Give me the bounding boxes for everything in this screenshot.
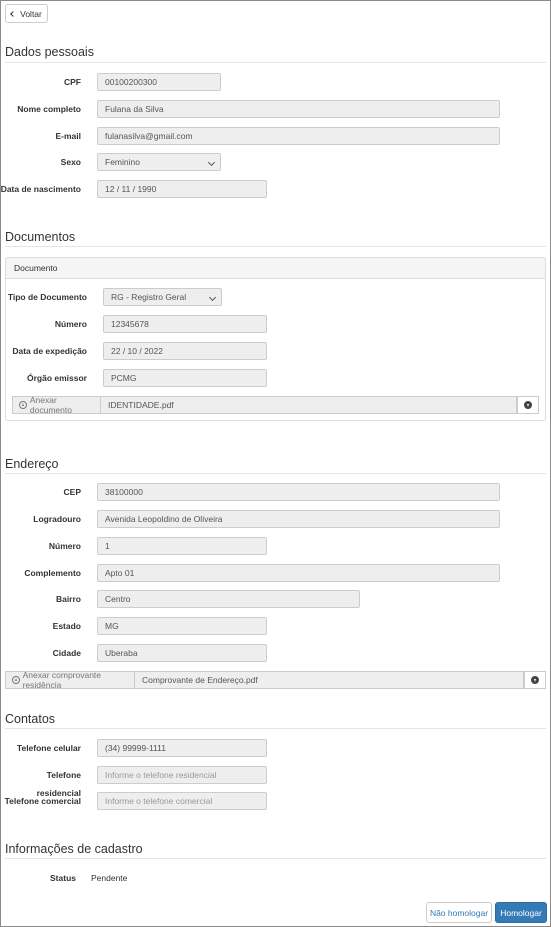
section-title-dados-pessoais: Dados pessoais bbox=[5, 45, 94, 59]
nao-homologar-button[interactable]: Não homologar bbox=[426, 902, 492, 923]
status-label: Status bbox=[50, 873, 76, 883]
divider bbox=[5, 858, 546, 859]
chevron-left-icon bbox=[10, 11, 16, 17]
cidade-label: Cidade bbox=[52, 648, 81, 658]
logradouro-field[interactable]: Avenida Leopoldino de Oliveira bbox=[97, 510, 500, 528]
numero-documento-label: Número bbox=[54, 319, 87, 329]
anexar-documento-label: Anexar documento bbox=[29, 395, 72, 415]
estado-label: Estado bbox=[52, 621, 81, 631]
divider bbox=[5, 62, 546, 63]
comercial-field[interactable]: Informe o telefone comercial bbox=[97, 792, 267, 810]
back-button-label: Voltar bbox=[20, 8, 42, 19]
bairro-label: Bairro bbox=[55, 594, 81, 604]
download-comprovante-button[interactable] bbox=[524, 671, 546, 689]
bairro-field[interactable]: Centro bbox=[97, 590, 360, 608]
anexar-comprovante-button[interactable] bbox=[5, 671, 135, 689]
tipo-documento-label: Tipo de Documento bbox=[7, 292, 87, 302]
tipo-documento-value: RG - Registro Geral bbox=[111, 292, 187, 302]
numero-endereco-label: Número bbox=[48, 541, 81, 551]
logradouro-label: Logradouro bbox=[33, 514, 81, 524]
upload-icon bbox=[19, 401, 27, 409]
email-label: E-mail bbox=[55, 131, 81, 141]
residencial-field[interactable]: Informe o telefone residencial bbox=[97, 766, 267, 784]
residencial-label: Telefone residencial bbox=[36, 770, 81, 798]
divider bbox=[5, 246, 546, 247]
complemento-field[interactable]: Apto 01 bbox=[97, 564, 500, 582]
documento-panel-title: Documento bbox=[5, 257, 546, 279]
sexo-select[interactable] bbox=[97, 153, 221, 171]
comprovante-file-name: Comprovante de Endereço.pdf bbox=[135, 671, 524, 689]
expedicao-field[interactable]: 22 / 10 / 2022 bbox=[103, 342, 267, 360]
documento-file-name: IDENTIDADE.pdf bbox=[101, 396, 517, 414]
anexar-comprovante-label: Anexar comprovante residência bbox=[22, 670, 102, 690]
tipo-documento-select[interactable] bbox=[103, 288, 222, 306]
divider bbox=[5, 728, 546, 729]
cpf-label: CPF bbox=[64, 77, 81, 87]
cep-label: CEP bbox=[63, 487, 81, 497]
sexo-label: Sexo bbox=[60, 157, 81, 167]
celular-label: Telefone celular bbox=[16, 743, 81, 753]
cpf-field[interactable]: 00100200300 bbox=[97, 73, 221, 91]
numero-documento-field[interactable]: 12345678 bbox=[103, 315, 267, 333]
expedicao-label: Data de expedição bbox=[12, 346, 87, 356]
homologar-button[interactable]: Homologar bbox=[495, 902, 547, 923]
nascimento-label: Data de nascimento bbox=[0, 184, 81, 194]
download-icon bbox=[531, 676, 539, 684]
back-button[interactable] bbox=[5, 4, 48, 23]
upload-icon bbox=[12, 676, 20, 684]
orgao-label: Órgão emissor bbox=[27, 373, 87, 383]
complemento-label: Complemento bbox=[24, 568, 81, 578]
comercial-label: Telefone comercial bbox=[4, 796, 81, 806]
download-icon bbox=[524, 401, 532, 409]
numero-endereco-field[interactable]: 1 bbox=[97, 537, 267, 555]
email-field[interactable]: fulanasilva@gmail.com bbox=[97, 127, 500, 145]
download-documento-button[interactable] bbox=[517, 396, 539, 414]
orgao-field[interactable]: PCMG bbox=[103, 369, 267, 387]
section-title-contatos: Contatos bbox=[5, 712, 56, 726]
celular-field[interactable]: (34) 99999-1111 bbox=[97, 739, 267, 757]
section-title-documentos: Documentos bbox=[5, 230, 76, 244]
nascimento-field[interactable]: 12 / 11 / 1990 bbox=[97, 180, 267, 198]
cep-field[interactable]: 38100000 bbox=[97, 483, 500, 501]
divider bbox=[5, 473, 546, 474]
section-title-endereco: Endereço bbox=[5, 457, 59, 471]
section-title-cadastro: Informações de cadastro bbox=[5, 842, 143, 856]
estado-field[interactable]: MG bbox=[97, 617, 267, 635]
sexo-value: Feminino bbox=[105, 157, 140, 167]
anexar-documento-button[interactable] bbox=[12, 396, 101, 414]
nome-field[interactable]: Fulana da Silva bbox=[97, 100, 500, 118]
nome-label: Nome completo bbox=[17, 104, 81, 114]
status-value: Pendente bbox=[91, 873, 128, 883]
cidade-field[interactable]: Uberaba bbox=[97, 644, 267, 662]
